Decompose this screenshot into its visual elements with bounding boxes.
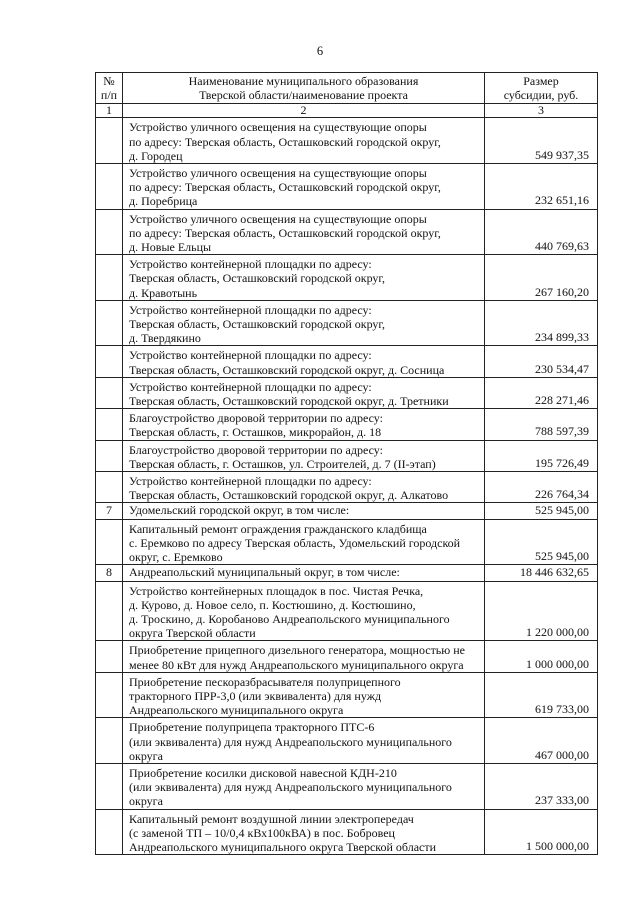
table-row <box>96 118 598 164</box>
amount-cell: 525 945,00 <box>485 503 598 519</box>
row-number-cell <box>96 118 123 164</box>
table-row <box>96 519 598 565</box>
row-number-cell <box>96 581 123 641</box>
amount-cell: 195 726,49 <box>485 440 598 471</box>
project-name-cell: Удомельский городской округ, в том числе: <box>123 503 485 519</box>
column-index: 1 <box>96 104 123 118</box>
amount-cell: 549 937,35 <box>485 118 598 164</box>
header-num: № п/п <box>96 73 123 104</box>
table-row <box>96 209 598 255</box>
column-index-row <box>96 104 598 118</box>
table-row <box>96 300 598 346</box>
row-number-cell <box>96 255 123 301</box>
project-name-cell: Устройство уличного освещения на существующие опоры по адресу: Тверская область, Осташковский городской округ, д. Городец <box>123 118 485 164</box>
project-name-cell: Андреапольский муниципальный округ, в том числе: <box>123 565 485 581</box>
row-number-cell <box>96 209 123 255</box>
table-row <box>96 377 598 408</box>
project-name-cell: Устройство уличного освещения на существующие опоры по адресу: Тверская область, Осташковский городской округ, д. Поребрица <box>123 164 485 210</box>
row-number-cell <box>96 641 123 672</box>
column-index: 3 <box>485 104 598 118</box>
project-name-cell: Устройство контейнерных площадок в пос. Чистая Речка, д. Курово, д. Новое село, п. Костюшино, д. Костюшино, д. Троскино, д. Коробаново Андреапольского муниципального округа Тверской области <box>123 581 485 641</box>
table-row <box>96 641 598 672</box>
row-number-cell <box>96 164 123 210</box>
project-name-cell: Устройство уличного освещения на существующие опоры по адресу: Тверская область, Осташковский городской округ, д. Новые Ельцы <box>123 209 485 255</box>
row-number-cell <box>96 672 123 718</box>
row-number-cell: 7 <box>96 503 123 519</box>
row-number-cell <box>96 472 123 503</box>
header-amount: Размер субсидии, руб. <box>485 73 598 104</box>
table-row <box>96 472 598 503</box>
table-row-total <box>96 565 598 581</box>
header-name: Наименование муниципального образования Тверской области/наименование проекта <box>123 73 485 104</box>
table-row <box>96 672 598 718</box>
amount-cell: 230 534,47 <box>485 346 598 377</box>
amount-cell: 267 160,20 <box>485 255 598 301</box>
amount-cell: 1 220 000,00 <box>485 581 598 641</box>
row-number-cell: 8 <box>96 565 123 581</box>
project-name-cell: Капитальный ремонт воздушной линии электропередач (с заменой ТП – 10/0,4 кВх100кВА) в пос. Бобровец Андреапольского муниципального округа Тверской области <box>123 809 485 855</box>
table-row-total <box>96 503 598 519</box>
amount-cell: 619 733,00 <box>485 672 598 718</box>
table-row <box>96 255 598 301</box>
subsidy-table <box>95 72 598 855</box>
amount-cell: 18 446 632,65 <box>485 565 598 581</box>
table-row <box>96 763 598 809</box>
column-index: 2 <box>123 104 485 118</box>
project-name-cell: Благоустройство дворовой территории по адресу: Тверская область, г. Осташков, ул. Строителей, д. 7 (II-этап) <box>123 440 485 471</box>
project-name-cell: Капитальный ремонт ограждения гражданского кладбища с. Еремково по адресу Тверская область, Удомельский городской округ, с. Еремково <box>123 519 485 565</box>
row-number-cell <box>96 346 123 377</box>
table-row <box>96 164 598 210</box>
amount-cell: 440 769,63 <box>485 209 598 255</box>
row-number-cell <box>96 809 123 855</box>
row-number-cell <box>96 440 123 471</box>
amount-cell: 467 000,00 <box>485 718 598 764</box>
row-number-cell <box>96 718 123 764</box>
table-row <box>96 346 598 377</box>
amount-cell: 228 271,46 <box>485 377 598 408</box>
row-number-cell <box>96 763 123 809</box>
project-name-cell: Устройство контейнерной площадки по адресу: Тверская область, Осташковский городской округ, д. Твердякино <box>123 300 485 346</box>
amount-cell: 525 945,00 <box>485 519 598 565</box>
row-number-cell <box>96 300 123 346</box>
amount-cell: 1 500 000,00 <box>485 809 598 855</box>
project-name-cell: Приобретение прицепного дизельного генератора, мощностью не менее 80 кВт для нужд Андреапольского муниципального округа <box>123 641 485 672</box>
table-row <box>96 718 598 764</box>
project-name-cell: Приобретение пескоразбрасывателя полуприцепного тракторного ПРР-3,0 (или эквивалента) для нужд Андреапольского муниципального округа <box>123 672 485 718</box>
project-name-cell: Устройство контейнерной площадки по адресу: Тверская область, Осташковский городской округ, д. Сосница <box>123 346 485 377</box>
amount-cell: 232 651,16 <box>485 164 598 210</box>
project-name-cell: Приобретение полуприцепа тракторного ПТС-6 (или эквивалента) для нужд Андреапольского муниципального округа <box>123 718 485 764</box>
project-name-cell: Устройство контейнерной площадки по адресу: Тверская область, Осташковский городской округ, д. Кравотынь <box>123 255 485 301</box>
project-name-cell: Устройство контейнерной площадки по адресу: Тверская область, Осташковский городской округ, д. Третники <box>123 377 485 408</box>
amount-cell: 234 899,33 <box>485 300 598 346</box>
table-row <box>96 409 598 440</box>
amount-cell: 237 333,00 <box>485 763 598 809</box>
project-name-cell: Приобретение косилки дисковой навесной КДН-210 (или эквивалента) для нужд Андреапольского муниципального округа <box>123 763 485 809</box>
row-number-cell <box>96 519 123 565</box>
project-name-cell: Устройство контейнерной площадки по адресу: Тверская область, Осташковский городской округ, д. Алкатово <box>123 472 485 503</box>
page-number: 6 <box>316 44 324 58</box>
table-row <box>96 809 598 855</box>
table-row <box>96 440 598 471</box>
row-number-cell <box>96 377 123 408</box>
table-header-row <box>96 73 598 104</box>
row-number-cell <box>96 409 123 440</box>
amount-cell: 1 000 000,00 <box>485 641 598 672</box>
table-row <box>96 581 598 641</box>
amount-cell: 788 597,39 <box>485 409 598 440</box>
amount-cell: 226 764,34 <box>485 472 598 503</box>
project-name-cell: Благоустройство дворовой территории по адресу: Тверская область, г. Осташков, микрорайон, д. 18 <box>123 409 485 440</box>
